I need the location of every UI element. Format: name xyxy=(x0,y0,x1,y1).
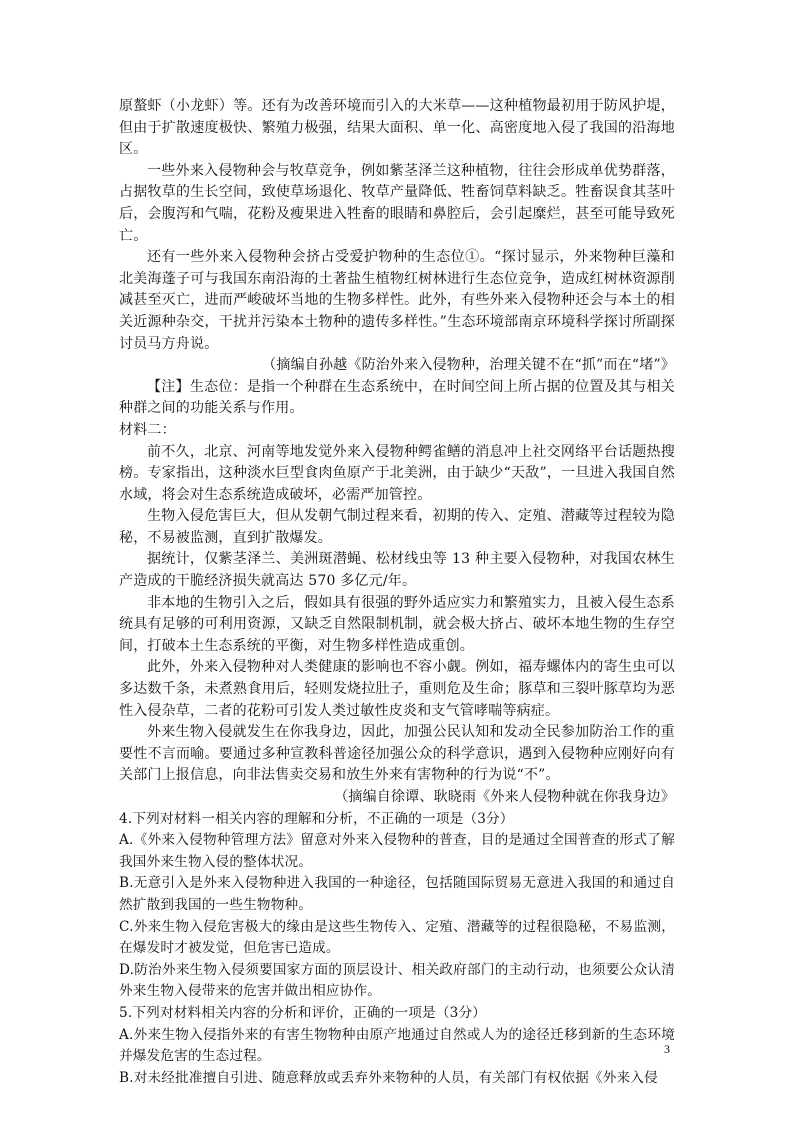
question-4-option-b: B.无意引入是外来入侵物种进入我国的一种途径，包括随国际贸易无意进入我国的和通过自然扩散到我国的一些生物物种。 xyxy=(119,875,675,913)
question-5-stem: 5.下列对材料相关内容的分析和评价，正确的一项是（3分） xyxy=(119,1004,487,1021)
question-4-option-d: D.防治外来生物入侵须要国家方面的顶层设计、相关政府部门的主动行动，也须要公众认清外来生物入侵带来的危害并做出相应协作。 xyxy=(119,961,675,1000)
paragraph-public-awareness: 外来生物入侵就发生在你我身边，因此，加强公民认知和发动全民参加防治工作的重要性不言而喻。要通过多种宣教科普途径加强公众的科学意识，遇到入侵物种应刚好向有关部门上报信息，向非法售卖交易和放生外来有害物种的行为说“不”。 xyxy=(119,724,675,784)
paragraph-invasion-hazard: 生物入侵危害巨大，但从发朝气制过程来看，初期的传入、定殖、潜藏等过程较为隐秘，不易被监测，直到扩散爆发。 xyxy=(119,508,675,546)
source-citation-2: （摘编自徐谭、耿晓雨《外来人侵物种就在你我身边》 xyxy=(334,789,675,805)
question-4-stem: 4.下列对材料一相关内容的理解和分析，不正确的一项是（3分） xyxy=(119,810,514,827)
page-body xyxy=(119,96,675,1089)
note-niche-definition: 【注】生态位：是指一个种群在生态系统中，在时间空间上所占据的位置及其与相关种群之间的功能关系与作用。 xyxy=(119,378,675,417)
page-number: 3 xyxy=(664,1042,670,1056)
paragraph-non-native: 非本地的生物引入之后，假如具有很强的野外适应实力和繁殖实力，且被入侵生态系统具有足够的可利用资源，又缺乏自然限制机制，就会极大挤占、破坏本地生物的生存空间，打破本土生态系统的平衡，对生物多样性造成重创。 xyxy=(119,594,675,654)
material-two-heading: 材料二： xyxy=(119,421,176,438)
question-4-option-a: A.《外来入侵物种管理方法》留意对外来入侵物种的普查，目的是通过全国普查的形式了解我国外来生物入侵的整体状况。 xyxy=(119,832,675,870)
question-5-option-b: B.对未经批准擅自引进、随意释放或丢弃外来物种的人员，有关部门有权依据《外来入侵 xyxy=(119,1069,658,1086)
paragraph-pasture-competition: 一些外来入侵物种会与牧草竞争，例如紫茎泽兰这种植物，往往会形成单优势群落，占据牧草的生长空间，致使草场退化、牧草产量降低、牲畜饲草料缺乏。牲畜误食其茎叶后，会腹泻和气喘，花粉及瘦果进入牲畜的眼睛和鼻腔后，会引起糜烂，甚至可能导致死亡。 xyxy=(119,162,675,244)
paragraph-human-health: 此外，外来入侵物种对人类健康的影响也不容小觑。例如，福寿螺体内的寄生虫可以多达数千条，未煮熟食用后，轻则发烧拉肚子，重则危及生命；豚草和三裂叶豚草均为恶性入侵杂草，二者的花粉可引发人类过敏性皮炎和支气管哮喘等病症。 xyxy=(119,659,675,719)
question-4-option-c: C.外来生物入侵危害极大的缘由是这些生物传入、定殖、潜藏等的过程很隐秘，不易监测，在爆发时才被发觉，但危害已造成。 xyxy=(119,918,675,957)
paragraph-alligator-gar: 前不久，北京、河南等地发觉外来入侵物种鳄雀鳝的消息冲上社交网络平台话题热搜榜。专家指出，这种淡水巨型食肉鱼原产于北美洲，由于缺少“天敌”，一旦进入我国自然水域，将会对生态系统造成破坏，必需严加管控。 xyxy=(119,443,675,503)
paragraph-niche-occupation: 还有一些外来入侵物种会挤占受爱护物种的生态位①。“探讨显示，外来物种巨藻和北美海蓬子可与我国东南沿海的土著盐生植物红树林进行生态位竞争，造成红树林资源削减甚至灭亡，进而严峻破坏当地的生物多样性。此外，有些外来入侵物种还会与本土的相关近源种杂交，干扰并污染本土物种的遗传多样性。”生态环境部南京环境科学探讨所副探讨员马方舟说。 xyxy=(119,249,675,352)
question-5-option-a: A.外来生物入侵指外来的有害生物物种由原产地通过自然或人为的途径迁移到新的生态环境并爆发危害的生态过程。 xyxy=(119,1026,675,1065)
paragraph-crayfish-cordgrass: 原螯虾（小龙虾）等。还有为改善环境而引入的大米草——这种植物最初用于防风护堤，但由于扩散速度极快、繁殖力极强，结果大面积、单一化、高密度地入侵了我国的沿海地区。 xyxy=(119,98,675,158)
source-citation-1: （摘编自孙越《防治外来入侵物种，治理关键不在“抓”而在“堵”》 xyxy=(262,357,675,374)
paragraph-statistics: 据统计，仅紫茎泽兰、美洲斑潜蝇、松材线虫等 13 种主要入侵物种，对我国农林生产造成的干脆经济损失就高达 570 多亿元/年。 xyxy=(119,551,675,590)
